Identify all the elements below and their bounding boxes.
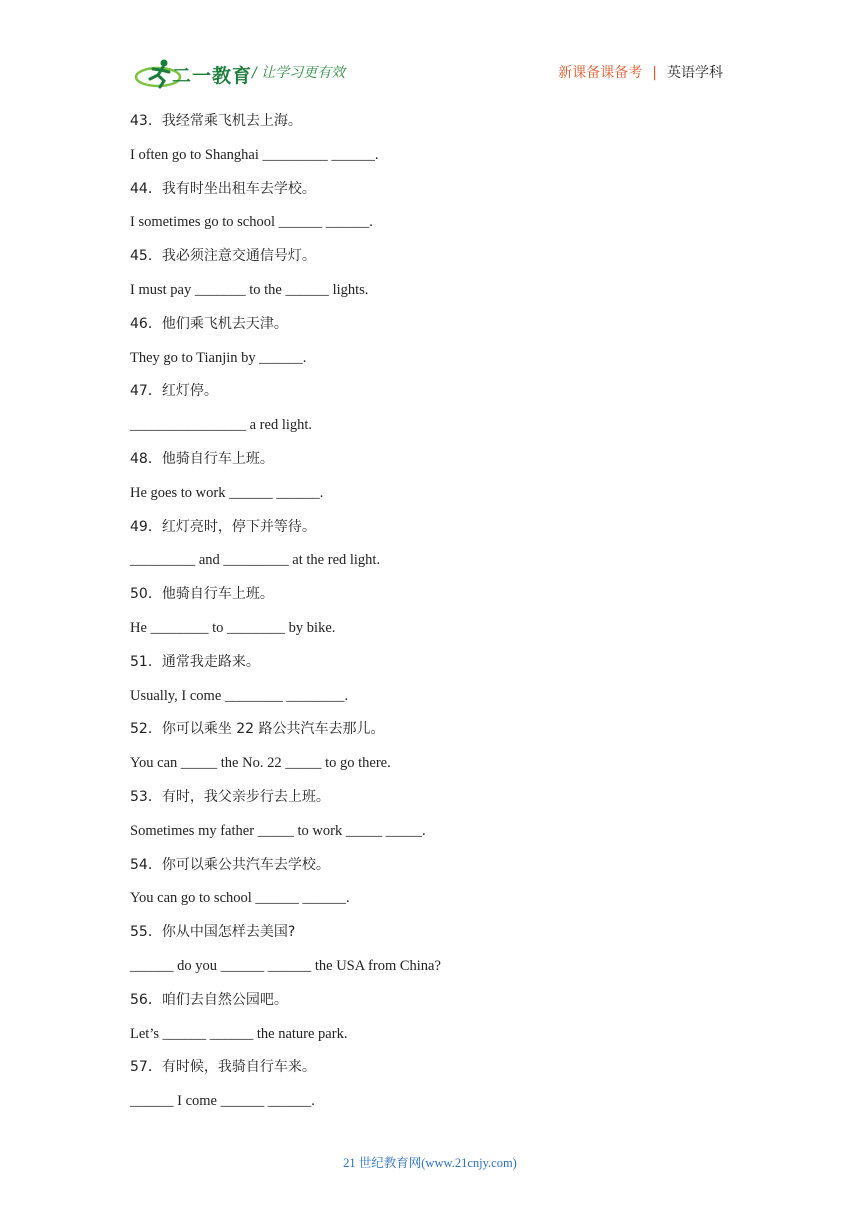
header-slogan: / 让学习更有效 xyxy=(252,65,346,81)
sentence-en: _________ and _________ at the red light. xyxy=(130,552,381,569)
sentence-en: ______ I come ______ ______. xyxy=(130,1093,315,1110)
exercise-list xyxy=(130,110,730,1124)
question-cn: 46．他们乘飞机去天津。 xyxy=(130,315,288,332)
question-cn: 50．他骑自行车上班。 xyxy=(130,586,274,603)
sentence-en: Usually, I come ________ ________. xyxy=(130,687,349,704)
question-cn: 56．咱们去自然公园吧。 xyxy=(130,991,288,1008)
page-header xyxy=(0,0,860,100)
question-cn: 48．他骑自行车上班。 xyxy=(130,450,274,467)
sentence-en: You can _____ the No. 22 _____ to go there. xyxy=(130,755,391,772)
header-separator: | xyxy=(652,65,657,81)
sentence-en: They go to Tianjin by ______. xyxy=(130,349,307,366)
header-course-label: 新课备课备考 xyxy=(558,65,643,81)
sentence-en: Let’s ______ ______ the nature park. xyxy=(130,1025,348,1042)
sentence-en: You can go to school ______ ______. xyxy=(130,890,350,907)
question-cn: 53．有时，我父亲步行去上班。 xyxy=(130,788,330,805)
sentence-en: ______ do you ______ ______ the USA from China? xyxy=(130,957,441,974)
question-cn: 54．你可以乘公共汽车去学校。 xyxy=(130,856,330,873)
sentence-en: Sometimes my father _____ to work _____ _____. xyxy=(130,822,426,839)
sentence-en: He ________ to ________ by bike. xyxy=(130,619,336,636)
header-subject xyxy=(558,62,723,82)
sentence-en: ________________ a red light. xyxy=(130,417,313,434)
sentence-en: He goes to work ______ ______. xyxy=(130,484,324,501)
question-cn: 43．我经常乘飞机去上海。 xyxy=(130,113,302,129)
question-cn: 57．有时候，我骑自行车来。 xyxy=(130,1059,316,1076)
question-cn: 52．你可以乘坐 22 路公共汽车去那儿。 xyxy=(130,721,385,738)
logo-text: 二一教育 xyxy=(172,65,253,87)
sentence-en: I often go to Shanghai _________ ______. xyxy=(130,146,379,163)
sentence-en: I sometimes go to school ______ ______. xyxy=(130,214,373,231)
question-cn: 47．红灯停。 xyxy=(130,383,218,400)
question-cn: 49．红灯亮时，停下并等待。 xyxy=(130,518,316,535)
question-cn: 51．通常我走路来。 xyxy=(130,653,260,670)
question-cn: 55．你从中国怎样去美国? xyxy=(130,924,296,941)
question-cn: 44．我有时坐出租车去学校。 xyxy=(130,180,316,197)
page-footer: 21 世纪教育网(www.21cnjy.com) xyxy=(343,1156,517,1170)
question-cn: 45．我必须注意交通信号灯。 xyxy=(130,248,316,265)
header-subject-label: 英语学科 xyxy=(667,65,723,81)
sentence-en: I must pay _______ to the ______ lights. xyxy=(130,281,369,298)
